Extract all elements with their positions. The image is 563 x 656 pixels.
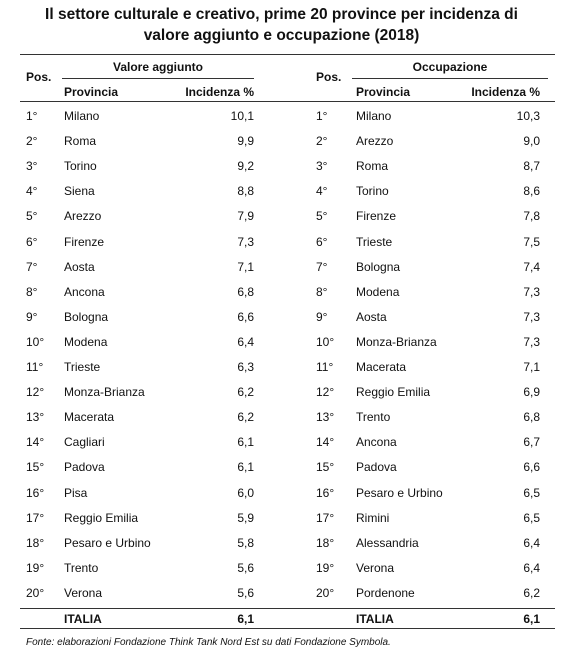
right-row-provincia: Alessandria: [356, 535, 419, 550]
right-row-pos: 16°: [316, 485, 335, 500]
right-row-incidenza: 10,3: [516, 109, 540, 123]
right-row-provincia: Arezzo: [356, 134, 394, 149]
right-row-pos: 20°: [316, 585, 335, 600]
left-row-pos: 6°: [26, 234, 38, 249]
left-row-pos: 20°: [26, 585, 45, 600]
title-line-1: Il settore culturale e creativo, prime 20 province per incidenza di: [45, 6, 518, 23]
right-row-provincia: Trieste: [356, 234, 393, 249]
right-row-incidenza: 7,1: [523, 360, 540, 374]
left-total-label: ITALIA: [64, 612, 102, 626]
right-row-pos: 19°: [316, 560, 335, 575]
right-row-incidenza: 6,2: [523, 585, 540, 600]
total-rule-top: [20, 608, 555, 609]
right-row-pos: 6°: [316, 234, 328, 249]
left-row-incidenza: 6,6: [237, 309, 254, 324]
right-row-incidenza: 7,4: [523, 259, 540, 274]
left-row-pos: 15°: [26, 460, 45, 475]
right-row-provincia: Reggio Emilia: [356, 385, 431, 400]
right-row-pos: 7°: [316, 259, 328, 274]
left-row-incidenza: 7,3: [237, 234, 254, 249]
left-pos-header: Pos.: [26, 70, 52, 84]
right-row-provincia: Ancona: [356, 435, 397, 450]
right-col-incidenza: Incidenza %: [471, 85, 540, 99]
right-row-pos: 1°: [316, 109, 328, 123]
right-row-pos: 17°: [316, 510, 335, 525]
left-row-provincia: Trento: [64, 560, 99, 575]
right-row-pos: 10°: [316, 334, 335, 349]
left-row-pos: 4°: [26, 184, 38, 199]
right-row-provincia: Modena: [356, 284, 400, 299]
right-row-provincia: Firenze: [356, 209, 397, 224]
left-row-provincia: Macerata: [64, 410, 115, 425]
right-row-provincia: Torino: [356, 184, 389, 199]
left-row-provincia: Cagliari: [64, 435, 105, 450]
right-row-provincia: Trento: [356, 410, 391, 425]
right-pos-header: Pos.: [316, 70, 342, 84]
left-row-incidenza: 6,1: [237, 460, 254, 475]
left-row-provincia: Padova: [64, 460, 105, 475]
right-row-incidenza: 9,0: [523, 134, 540, 149]
left-row-incidenza: 9,2: [237, 159, 254, 174]
left-row-incidenza: 6,4: [237, 334, 254, 349]
left-row-provincia: Firenze: [64, 234, 105, 249]
left-row-provincia: Roma: [64, 134, 97, 149]
right-row-provincia: Monza-Brianza: [356, 334, 437, 349]
right-row-incidenza: 7,3: [523, 334, 540, 349]
left-row-pos: 12°: [26, 385, 45, 400]
left-row-incidenza: 6,2: [237, 385, 254, 400]
right-row-incidenza: 6,8: [523, 410, 540, 425]
left-row-provincia: Milano: [64, 109, 100, 123]
header-rule: [20, 101, 555, 102]
left-row-incidenza: 6,3: [237, 360, 254, 374]
left-group-rule: [62, 78, 254, 79]
right-row-incidenza: 6,5: [523, 510, 540, 525]
left-row-provincia: Aosta: [64, 259, 95, 274]
left-row-pos: 13°: [26, 410, 45, 425]
right-row-pos: 15°: [316, 460, 335, 475]
top-rule: [20, 54, 555, 55]
right-group-header: Occupazione: [412, 60, 488, 74]
right-row-incidenza: 6,4: [523, 535, 540, 550]
right-row-provincia: Aosta: [356, 309, 387, 324]
right-row-pos: 4°: [316, 184, 328, 199]
left-row-provincia: Trieste: [64, 360, 101, 374]
left-row-incidenza: 5,6: [237, 585, 254, 600]
right-row-pos: 13°: [316, 410, 335, 425]
left-row-incidenza: 6,1: [237, 435, 254, 450]
left-row-pos: 7°: [26, 259, 38, 274]
right-row-pos: 14°: [316, 435, 335, 450]
left-row-incidenza: 8,8: [237, 184, 254, 199]
right-row-provincia: Milano: [356, 109, 392, 123]
right-row-incidenza: 7,3: [523, 309, 540, 324]
right-row-incidenza: 8,6: [523, 184, 540, 199]
left-row-pos: 19°: [26, 560, 45, 575]
left-group-header: Valore aggiunto: [112, 60, 203, 74]
right-row-provincia: Macerata: [356, 360, 407, 374]
left-row-provincia: Bologna: [64, 309, 109, 324]
right-row-pos: 12°: [316, 385, 335, 400]
left-row-pos: 1°: [26, 109, 38, 123]
left-row-provincia: Torino: [64, 159, 97, 174]
right-total-label: ITALIA: [356, 612, 394, 626]
right-row-provincia: Pesaro e Urbino: [356, 485, 443, 500]
left-row-pos: 8°: [26, 284, 38, 299]
right-total-value: 6,1: [523, 612, 540, 626]
left-row-pos: 5°: [26, 209, 38, 224]
right-col-provincia: Provincia: [356, 85, 411, 99]
right-row-pos: 11°: [316, 360, 334, 374]
left-col-incidenza: Incidenza %: [185, 85, 254, 99]
left-row-incidenza: 7,9: [237, 209, 254, 224]
right-row-provincia: Bologna: [356, 259, 401, 274]
left-row-incidenza: 9,9: [237, 134, 254, 149]
title-line-2: valore aggiunto e occupazione (2018): [143, 27, 420, 44]
right-row-incidenza: 6,5: [523, 485, 540, 500]
left-row-pos: 18°: [26, 535, 45, 550]
right-row-incidenza: 7,3: [523, 284, 540, 299]
right-row-pos: 5°: [316, 209, 328, 224]
left-row-provincia: Monza-Brianza: [64, 385, 145, 400]
left-row-pos: 9°: [26, 309, 38, 324]
right-row-provincia: Rimini: [356, 510, 390, 525]
right-row-incidenza: 8,7: [523, 159, 540, 174]
left-row-incidenza: 5,8: [237, 535, 254, 550]
right-row-incidenza: 6,9: [523, 385, 540, 400]
left-row-pos: 11°: [26, 360, 44, 374]
total-rule-bottom: [20, 628, 555, 629]
left-row-incidenza: 5,6: [237, 560, 254, 575]
left-row-incidenza: 6,2: [237, 410, 254, 425]
left-row-provincia: Pesaro e Urbino: [64, 535, 151, 550]
left-row-pos: 17°: [26, 510, 45, 525]
right-group-rule: [352, 78, 548, 79]
right-row-incidenza: 6,4: [523, 560, 540, 575]
right-row-pos: 9°: [316, 309, 328, 324]
left-row-provincia: Ancona: [64, 284, 105, 299]
left-row-provincia: Pisa: [64, 485, 88, 500]
left-row-pos: 2°: [26, 134, 38, 149]
right-row-incidenza: 7,5: [523, 234, 540, 249]
right-row-pos: 18°: [316, 535, 335, 550]
left-row-provincia: Verona: [64, 585, 103, 600]
right-row-incidenza: 6,7: [523, 435, 540, 450]
left-row-provincia: Reggio Emilia: [64, 510, 139, 525]
left-row-incidenza: 10,1: [230, 109, 254, 123]
right-row-provincia: Verona: [356, 560, 395, 575]
left-row-incidenza: 6,0: [237, 485, 254, 500]
left-row-pos: 16°: [26, 485, 45, 500]
left-row-provincia: Modena: [64, 334, 108, 349]
left-col-provincia: Provincia: [64, 85, 119, 99]
right-row-pos: 3°: [316, 159, 328, 174]
left-row-incidenza: 6,8: [237, 284, 254, 299]
left-row-pos: 10°: [26, 334, 45, 349]
left-row-incidenza: 5,9: [237, 510, 254, 525]
right-row-incidenza: 6,6: [523, 460, 540, 475]
left-row-provincia: Siena: [64, 184, 95, 199]
left-row-pos: 3°: [26, 159, 38, 174]
table-title: [0, 4, 563, 46]
left-row-incidenza: 7,1: [237, 259, 254, 274]
right-row-pos: 8°: [316, 284, 328, 299]
right-row-pos: 2°: [316, 134, 328, 149]
right-row-provincia: Pordenone: [356, 585, 415, 600]
right-row-provincia: Roma: [356, 159, 389, 174]
right-row-incidenza: 7,8: [523, 209, 540, 224]
source-note: Fonte: elaborazioni Fondazione Think Tank Nord Est su dati Fondazione Symbola.: [26, 637, 391, 648]
left-row-pos: 14°: [26, 435, 45, 450]
right-row-provincia: Padova: [356, 460, 397, 475]
left-total-value: 6,1: [237, 612, 254, 626]
left-row-provincia: Arezzo: [64, 209, 102, 224]
